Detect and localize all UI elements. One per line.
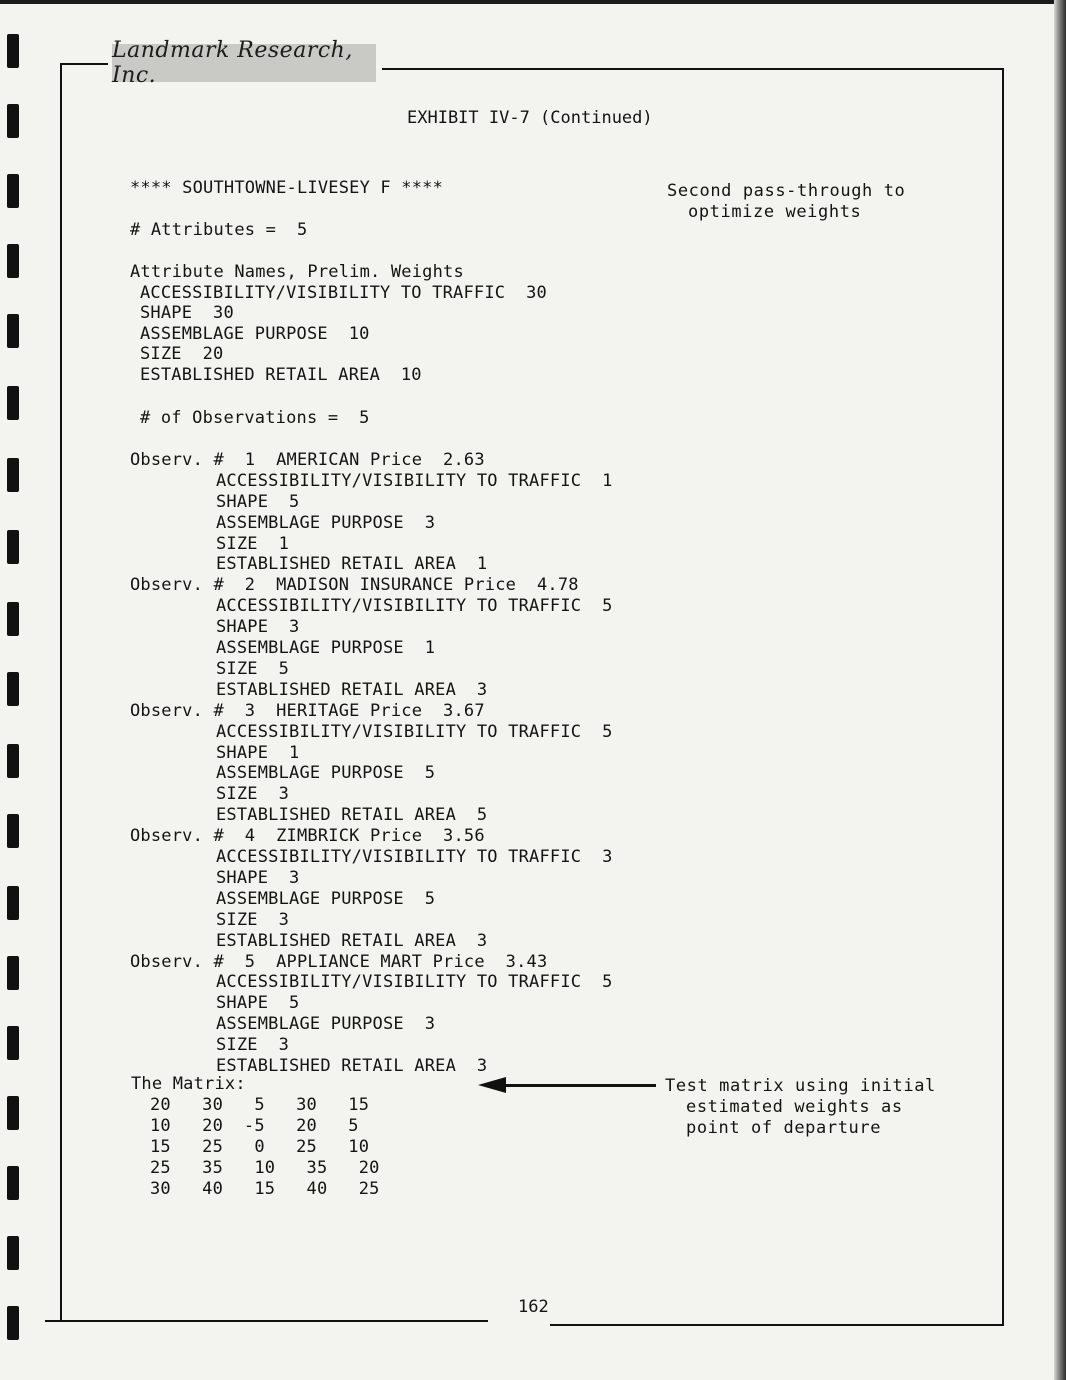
binding-hole bbox=[7, 1096, 19, 1130]
report-heading: **** SOUTHTOWNE-LIVESEY F **** bbox=[130, 178, 444, 198]
page-top-edge bbox=[0, 0, 1066, 4]
note-second-pass bbox=[667, 181, 905, 223]
attribute-names-heading: Attribute Names, Prelim. Weights bbox=[130, 262, 464, 282]
logo-text: Landmark Research, Inc. bbox=[112, 38, 353, 88]
page-number: 162 bbox=[518, 1297, 549, 1317]
observation-line: ACCESSIBILITY/VISIBILITY TO TRAFFIC 3 bbox=[216, 847, 613, 867]
observation-line: ACCESSIBILITY/VISIBILITY TO TRAFFIC 5 bbox=[216, 722, 613, 742]
observation-line: ACCESSIBILITY/VISIBILITY TO TRAFFIC 5 bbox=[216, 596, 613, 616]
binding-hole bbox=[7, 458, 19, 492]
binding-hole bbox=[7, 744, 19, 778]
company-logo bbox=[112, 38, 376, 88]
observation-header: Observ. # 4 ZIMBRICK Price 3.56 bbox=[130, 826, 485, 846]
exhibit-title: EXHIBIT IV-7 (Continued) bbox=[407, 108, 653, 128]
binding-hole bbox=[7, 530, 19, 564]
observation-line: ESTABLISHED RETAIL AREA 3 bbox=[216, 1056, 488, 1076]
attributes-count: # Attributes = 5 bbox=[130, 220, 308, 240]
matrix-row: 25 35 10 35 20 bbox=[150, 1158, 380, 1178]
note-test-matrix bbox=[665, 1076, 936, 1139]
frame-left bbox=[60, 63, 62, 1320]
observation-line: SHAPE 1 bbox=[216, 743, 300, 763]
observation-line: ASSEMBLAGE PURPOSE 5 bbox=[216, 889, 436, 909]
observation-line: SHAPE 3 bbox=[216, 617, 300, 637]
binding-hole bbox=[7, 956, 19, 990]
observation-line: SIZE 3 bbox=[216, 1035, 290, 1055]
frame-top-left bbox=[60, 63, 108, 65]
observation-line: SIZE 3 bbox=[216, 784, 290, 804]
observation-line: ACCESSIBILITY/VISIBILITY TO TRAFFIC 1 bbox=[216, 471, 613, 491]
binding-hole bbox=[7, 34, 19, 68]
frame-top-right bbox=[382, 68, 1004, 70]
observation-line: ASSEMBLAGE PURPOSE 5 bbox=[216, 763, 436, 783]
matrix-row: 30 40 15 40 25 bbox=[150, 1179, 380, 1199]
page-right-edge bbox=[1054, 0, 1066, 1380]
binding-hole bbox=[7, 314, 19, 348]
binding-hole bbox=[7, 386, 19, 420]
observation-header: Observ. # 3 HERITAGE Price 3.67 bbox=[130, 701, 485, 721]
attribute-line: ACCESSIBILITY/VISIBILITY TO TRAFFIC 30 bbox=[140, 283, 547, 303]
frame-bottom-left bbox=[45, 1320, 488, 1322]
note-line: optimize weights bbox=[688, 202, 862, 222]
matrix-row: 15 25 0 25 10 bbox=[150, 1137, 370, 1157]
observation-line: SIZE 1 bbox=[216, 534, 290, 554]
observation-line: ACCESSIBILITY/VISIBILITY TO TRAFFIC 5 bbox=[216, 972, 613, 992]
frame-right bbox=[1002, 68, 1004, 1324]
attribute-line: ESTABLISHED RETAIL AREA 10 bbox=[140, 365, 422, 385]
note-line: point of departure bbox=[686, 1118, 882, 1138]
observation-header: Observ. # 2 MADISON INSURANCE Price 4.78 bbox=[130, 575, 579, 595]
observation-line: ASSEMBLAGE PURPOSE 3 bbox=[216, 1014, 436, 1034]
matrix-row: 20 30 5 30 15 bbox=[150, 1095, 370, 1115]
binding-hole bbox=[7, 104, 19, 138]
arrow-left-icon bbox=[478, 1077, 506, 1093]
observation-line: ESTABLISHED RETAIL AREA 5 bbox=[216, 805, 488, 825]
matrix-row: 10 20 -5 20 5 bbox=[150, 1116, 359, 1136]
observation-header: Observ. # 1 AMERICAN Price 2.63 bbox=[130, 450, 485, 470]
observation-line: SHAPE 5 bbox=[216, 492, 300, 512]
observation-line: SHAPE 3 bbox=[216, 868, 300, 888]
observation-line: ESTABLISHED RETAIL AREA 3 bbox=[216, 680, 488, 700]
attribute-line: SHAPE 30 bbox=[140, 303, 234, 323]
note-line: Second pass-through to bbox=[667, 181, 906, 201]
binding-hole bbox=[7, 672, 19, 706]
observation-line: ASSEMBLAGE PURPOSE 1 bbox=[216, 638, 436, 658]
observation-line: ASSEMBLAGE PURPOSE 3 bbox=[216, 513, 436, 533]
arrow-shaft bbox=[500, 1084, 656, 1087]
binding-hole bbox=[7, 1026, 19, 1060]
observation-header: Observ. # 5 APPLIANCE MART Price 3.43 bbox=[130, 952, 548, 972]
matrix-label: The Matrix: bbox=[131, 1074, 246, 1094]
frame-bottom-right bbox=[550, 1324, 1004, 1326]
note-line: estimated weights as bbox=[686, 1097, 903, 1117]
observation-line: ESTABLISHED RETAIL AREA 3 bbox=[216, 931, 488, 951]
binding-hole bbox=[7, 244, 19, 278]
binding-hole bbox=[7, 886, 19, 920]
observation-line: SIZE 3 bbox=[216, 910, 290, 930]
observation-line: SHAPE 5 bbox=[216, 993, 300, 1013]
binding-hole bbox=[7, 1166, 19, 1200]
binding-hole bbox=[7, 174, 19, 208]
attribute-line: SIZE 20 bbox=[140, 344, 224, 364]
binding-hole bbox=[7, 1236, 19, 1270]
note-line: Test matrix using initial bbox=[665, 1076, 936, 1096]
attribute-line: ASSEMBLAGE PURPOSE 10 bbox=[140, 324, 370, 344]
observations-count: # of Observations = 5 bbox=[140, 408, 370, 428]
binding-hole bbox=[7, 814, 19, 848]
observation-line: SIZE 5 bbox=[216, 659, 290, 679]
binding-hole bbox=[7, 602, 19, 636]
observation-line: ESTABLISHED RETAIL AREA 1 bbox=[216, 554, 488, 574]
binding-hole bbox=[7, 1306, 19, 1340]
